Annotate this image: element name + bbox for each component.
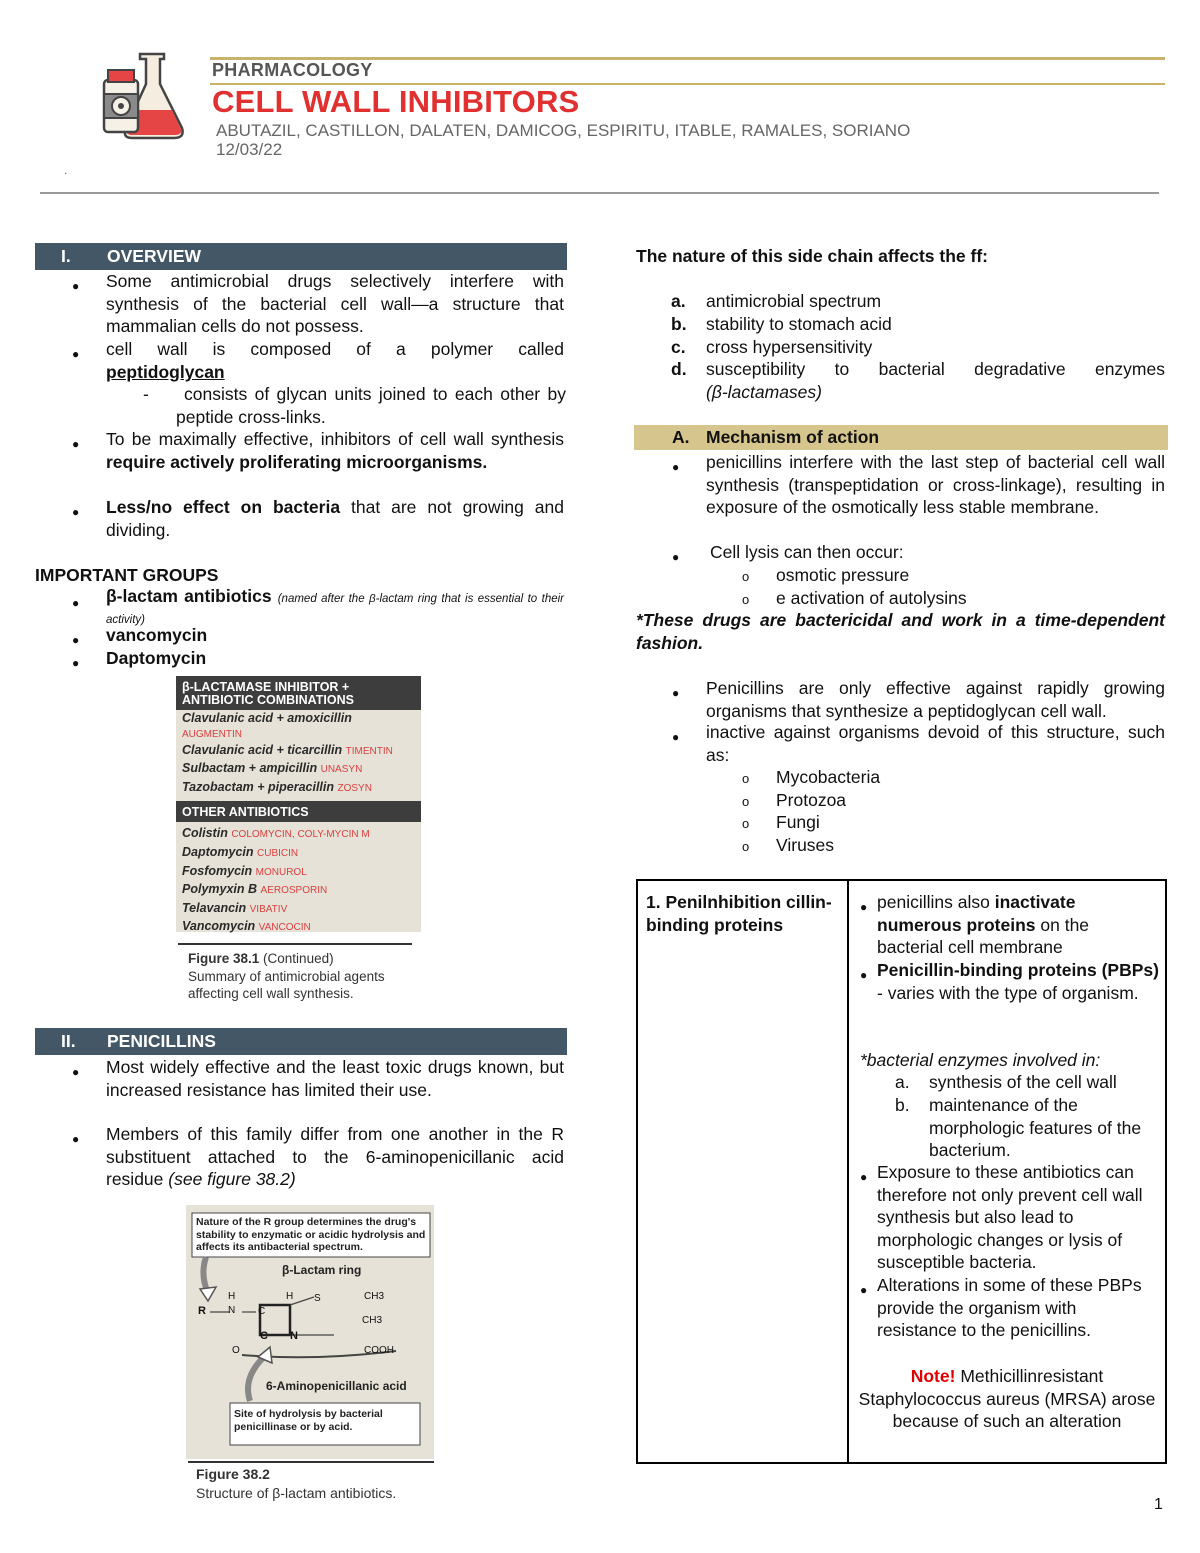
circle-bullet-icon: o [742, 838, 750, 854]
atom-s: S [314, 1293, 321, 1304]
side-chain-item: stability to stomach acid [706, 314, 892, 334]
side-chain-item: susceptibility to bacterial degradative enzymes [706, 359, 1165, 379]
drug-row [176, 863, 421, 882]
brand-name: AUGMENTIN [182, 728, 242, 740]
drug-row [176, 779, 421, 798]
bullet-icon: ● [860, 1283, 868, 1297]
section-penicillins-bar [35, 1028, 567, 1055]
figure-38-1-table [176, 676, 421, 932]
brand-name: TIMENTIN [345, 745, 393, 757]
atom-ch3: CH3 [364, 1291, 385, 1302]
bullet-icon: ● [72, 505, 80, 519]
date: 12/03/22 [216, 140, 283, 159]
page-title: CELL WALL INHIBITORS [212, 84, 580, 119]
bullet-icon: ● [672, 686, 680, 700]
mechanism-sub-1: osmotic pressure [776, 565, 910, 585]
list-letter: d. [671, 359, 687, 379]
logo-icon [94, 50, 190, 146]
side-chain-heading: The nature of this side chain affects the ff: [636, 246, 988, 266]
drug-name: Sulbactam + ampicillin [182, 761, 318, 776]
subsection-title: Mechanism of action [706, 427, 880, 447]
brand-name: VIBATIV [249, 903, 288, 915]
mechanism-bullet-3: Penicillins are only effective against rapidly growing organisms that synthesize a peptidoglycan cell wall. [706, 678, 1165, 721]
figure-38-1-caption: Figure 38.1 (Continued) Summary of antimicrobial agents affecting cell wall synthesis. [188, 951, 385, 1001]
atom-o: O [232, 1345, 240, 1356]
bullet-icon: ● [72, 1132, 80, 1146]
bullet-icon: ● [672, 460, 680, 474]
circle-bullet-icon: o [742, 592, 750, 607]
table-bullet-1: penicillins also inactivate numerous proteins on the bacterial cell membrane [877, 892, 1090, 958]
subject-label: PHARMACOLOGY [212, 60, 373, 80]
enzymes-heading: *bacterial enzymes involved in: [860, 1050, 1101, 1070]
brand-name: CUBICIN [257, 847, 299, 859]
page-number: 1 [1154, 1496, 1163, 1513]
drug-row [176, 918, 421, 937]
list-letter: a. [671, 291, 686, 311]
figure-caption-rule [188, 1461, 434, 1463]
table-column-divider [847, 879, 849, 1464]
mrsa-note: Note! Methicillinresistant Staphylococcus aureus (MRSA) arose because of such an alteration [858, 1366, 1156, 1432]
group-daptomycin: Daptomycin [106, 648, 207, 668]
bullet-icon: ● [72, 656, 80, 670]
bullet-icon: ● [72, 347, 80, 361]
bullet-icon: ● [860, 900, 868, 914]
other-antibiotics-list [176, 822, 421, 937]
group-beta-lactam: β-lactam antibiotics (named after the β-lactam ring that is essential to their activity) [106, 586, 565, 626]
drug-name: Colistin [182, 826, 228, 841]
drug-name: Clavulanic acid + ticarcillin [182, 742, 343, 757]
atom-n: N [228, 1305, 236, 1316]
organism-item: Fungi [776, 812, 820, 833]
bullet-icon: ● [672, 550, 680, 564]
circle-bullet-icon: o [742, 793, 750, 809]
organism-item: Viruses [776, 834, 835, 855]
drug-row [176, 844, 421, 863]
peptidoglycan-term: peptidoglycan [106, 362, 225, 382]
bullet-icon: ● [72, 1065, 80, 1079]
brand-name: ZOSYN [337, 782, 372, 794]
table-bullet-3: Exposure to these antibiotics can therefore not only prevent cell wall synthesis but also lead to morphologic changes or lysis of susceptible bacteria. [877, 1162, 1143, 1273]
mechanism-bar [634, 425, 1168, 450]
atom-r: R [198, 1305, 206, 1317]
brand-name: UNASYN [320, 764, 363, 776]
section-title: OVERVIEW [107, 246, 202, 266]
penicillins-bullet-1: Most widely effective and the least toxic drugs known, but increased resistance has limited their use. [106, 1057, 564, 1100]
bullet-icon: ● [72, 279, 80, 293]
drug-name: Telavancin [182, 900, 247, 915]
dash-icon: - [143, 384, 149, 404]
atom-cooh: COOH [364, 1345, 394, 1356]
atom-ch3: CH3 [362, 1315, 383, 1326]
important-groups-heading: IMPORTANT GROUPS [35, 565, 219, 585]
drug-row [176, 881, 421, 900]
authors: ABUTAZIL, CASTILLON, DALATEN, DAMICOG, ESPIRITU, ITABLE, RAMALES, SORIANO [216, 121, 911, 140]
mechanism-bullet-2: Cell lysis can then occur: [710, 542, 904, 562]
overview-bullet-4: Less/no effect on bacteria that are not growing and dividing. [106, 497, 564, 540]
beta-lactamases-note: (β-lactamases) [706, 382, 822, 402]
overview-bullet-3: To be maximally effective, inhibitors of cell wall synthesis require actively proliferating microorganisms. [106, 429, 564, 472]
list-letter: c. [671, 337, 686, 357]
list-letter: b. [671, 314, 687, 334]
table-bullet-2: Penicillin-binding proteins (PBPs) - varies with the type of organism. [877, 960, 1159, 1003]
mechanism-bullet-1: penicillins interfere with the last step of bacterial cell wall synthesis (transpeptidation or cross-linkage), resulting in exposure of the osmotically less stable membrane. [706, 452, 1165, 518]
beta-lactam-ring-label: β-Lactam ring [282, 1263, 362, 1277]
overview-bullet-2: cell wall is composed of a polymer called [106, 339, 564, 359]
bactericidal-note: *These drugs are bactericidal and work in a time-dependent fashion. [636, 610, 1165, 653]
enzyme-item: synthesis of the cell wall [929, 1072, 1117, 1092]
section-title: PENICILLINS [107, 1031, 216, 1051]
drug-row [176, 742, 421, 761]
group-vancomycin: vancomycin [106, 625, 208, 645]
header-divider [40, 192, 1159, 194]
drug-name: Polymyxin B [182, 882, 258, 897]
enzyme-letter: b. [895, 1095, 910, 1115]
section-number: II. [61, 1031, 76, 1051]
drug-row [176, 825, 421, 844]
brand-name: AEROSPORIN [260, 885, 328, 897]
table-bullet-4: Alterations in some of these PBPs provide the organism with resistance to the penicillins. [877, 1275, 1142, 1341]
bullet-icon: ● [672, 730, 680, 744]
drug-name: Fosfomycin [182, 863, 253, 878]
atom-n: N [290, 1330, 298, 1342]
combinations-list [176, 710, 421, 797]
bullet-icon: ● [860, 968, 868, 982]
table-left-cell: 1. Penilnhibition cillin-binding proteins [646, 892, 832, 935]
atom-c: C [258, 1306, 266, 1317]
enzyme-letter: a. [895, 1072, 910, 1092]
circle-bullet-icon: o [742, 771, 750, 786]
bullet-icon: ● [72, 633, 80, 647]
drug-name: Clavulanic acid + amoxicillin [182, 711, 352, 725]
table-header-combinations: β-LACTAMASE INHIBITOR + ANTIBIOTIC COMBINATIONS [176, 676, 421, 710]
note-label: Note! [910, 1366, 956, 1386]
bullet-icon: ● [72, 596, 80, 610]
brand-name: COLOMYCIN, COLY-MYCIN M [231, 829, 370, 841]
bullet-icon: ● [860, 1170, 868, 1184]
drug-row [176, 710, 421, 728]
atom-h: H [228, 1291, 236, 1302]
brand-name: MONUROL [255, 866, 307, 878]
drug-name: Tazobactam + piperacillin [182, 779, 335, 794]
drug-name: Vancomycin [182, 919, 256, 934]
figure-38-2-caption: Figure 38.2 Structure of β-lactam antibiotics. [196, 1466, 397, 1501]
enzyme-item: maintenance of the morphologic features of the bacterium. [929, 1095, 1142, 1161]
overview-sub-bullet: consists of glycan units joined to each other by peptide cross-links. [176, 384, 566, 427]
subsection-letter: A. [672, 427, 690, 447]
atom-c: C [260, 1330, 268, 1342]
organism-item: Protozoa [776, 789, 847, 810]
organism-item: Mycobacteria [776, 767, 881, 787]
section-overview-bar [35, 243, 567, 270]
figure-38-2-structure [186, 1205, 434, 1459]
bullet-icon: ● [72, 437, 80, 451]
circle-bullet-icon: o [742, 569, 750, 584]
stray-dot: . [64, 163, 68, 177]
aminopenicillanic-label: 6-Aminopenicillanic acid [266, 1379, 407, 1393]
mechanism-sub-2: e activation of autolysins [776, 588, 967, 608]
brand-name: VANCOCIN [258, 922, 311, 934]
atom-h: H [286, 1291, 294, 1302]
drug-row [176, 760, 421, 779]
drug-row [176, 900, 421, 919]
overview-bullet-1: Some antimicrobial drugs selectively interfere with synthesis of the bacterial cell wall—a structure that mammalian cells do not possess. [106, 271, 564, 337]
figure-caption-rule [178, 943, 412, 945]
side-chain-item: antimicrobial spectrum [706, 291, 882, 311]
callout-r-group: Nature of the R group determines the drug's stability to enzymatic or acidic hydrolysis and affects its antibacterial spectrum. [196, 1216, 426, 1253]
mechanism-bullet-4: inactive against organisms devoid of this structure, such as: [706, 722, 1165, 765]
penicillins-bullet-2: Members of this family differ from one another in the R substituent attached to the 6-aminopenicillanic acid residue (see figure 38.2) [106, 1124, 564, 1190]
side-chain-item: cross hypersensitivity [706, 337, 873, 357]
drug-name: Daptomycin [182, 844, 254, 859]
circle-bullet-icon: o [742, 816, 750, 832]
section-number: I. [61, 246, 71, 266]
table-header-other: OTHER ANTIBIOTICS [176, 801, 421, 822]
callout-hydrolysis: Site of hydrolysis by bacterial penicillinase or by acid. [234, 1408, 383, 1433]
